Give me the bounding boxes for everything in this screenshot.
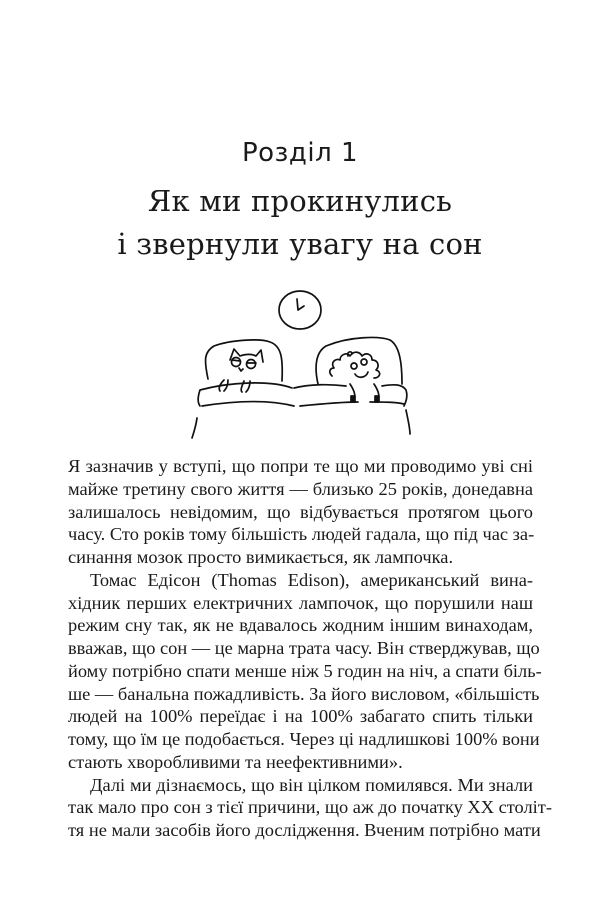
- chapter-title-line-2: і звернули увагу на сон: [117, 227, 483, 261]
- text-line: стають хворобливими та неефективними».: [68, 751, 403, 772]
- text-line: ше — банальна пожадливість. За його висловом, «більшість: [68, 683, 540, 704]
- body-text: [68, 455, 552, 842]
- text-line: синання мозок просто вимикається, як лампочка.: [68, 547, 454, 567]
- text-line: майже третину свого життя — близько 25 років, донедавна: [68, 478, 533, 499]
- sheep-in-bed: [294, 338, 410, 434]
- text-line: тя не мали засобів його дослідження. Вченим потрібно мати: [68, 820, 541, 840]
- text-line: залишалось невідомим, що відбувається протягом цього: [68, 501, 533, 522]
- text-line: йому потрібно спати менше ніж 5 годин на ніч, а спати біль-: [68, 660, 542, 681]
- chapter-label: Розділ 1: [241, 138, 359, 168]
- text-line: Я зазначив у вступі, що попри те що ми проводимо уві сні: [68, 456, 533, 476]
- text-line: тому, що їм це подобається. Через ці надлишкові 100% вони: [68, 729, 540, 749]
- text-line: вважав, що сон — це марна трата часу. Він стверджував, що: [68, 638, 540, 658]
- text-line: Далі ми дізнаємось, що він цілком помилявся. Ми знали: [90, 774, 533, 795]
- text-line: Томас Едісон (Thomas Edison), американський вина-: [90, 569, 533, 590]
- chapter-title: [0, 180, 600, 266]
- text-line: так мало про сон з тієї причини, що аж до початку XX століт-: [68, 797, 552, 818]
- text-line: режим сну так, як не вдавалось жодним іншим винаходам,: [68, 615, 533, 636]
- chapter-title-line-1: Як ми прокинулись: [147, 184, 453, 218]
- text-line: людей на 100% переїдає і на 100% забагато спить тільки: [68, 706, 533, 727]
- sleeping-illustration: [170, 280, 440, 450]
- cat-in-bed: [192, 340, 294, 438]
- text-line: хідник перших електричних лампочок, що порушили наш: [68, 592, 533, 613]
- clock-icon: [279, 291, 321, 329]
- text-line: часу. Сто років тому більшість людей гадала, що під час за-: [68, 524, 535, 545]
